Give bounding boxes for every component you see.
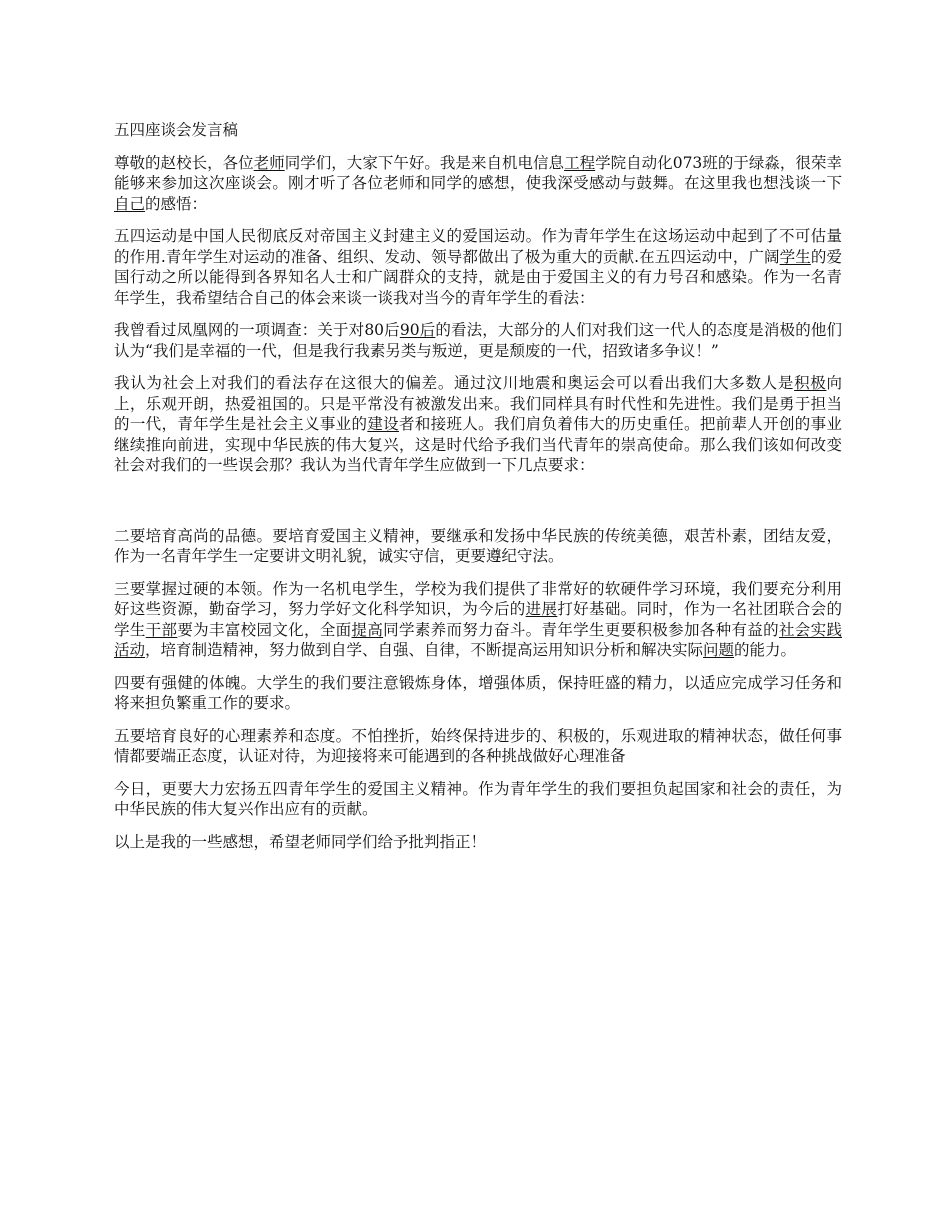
paragraph	[114, 526, 842, 567]
paragraph-text: 尊敬的赵校长，各位	[114, 153, 254, 172]
paragraph-text: 四要有强健的体魄。大学生的我们要注意锻炼身体，增强体质，保持旺盛的精力，以适应完成学习任务和将来担负繁重工作的要求。	[114, 673, 842, 712]
paragraph-text: 同学素养而努力奋斗。青年学生更要积极参加各种有益的	[383, 620, 779, 639]
paragraph	[114, 226, 842, 308]
inline-link[interactable]: 干部	[145, 620, 178, 639]
paragraph-text: 以上是我的一些感想，希望老师同学们给予批判指正！	[114, 832, 487, 851]
paragraph-text: 我曾看过凤凰网的一项调查：关于对80后	[114, 321, 400, 339]
document-body	[114, 153, 842, 853]
paragraph-text: 打好基础。同时，作为一名社团联合会的学生	[114, 600, 842, 639]
paragraph-text: 要为丰富校园文化，全面	[177, 620, 352, 639]
paragraph	[114, 373, 842, 476]
paragraph-text: 五要培育良好的心理素养和态度。不怕挫折，始终保持进步的、积极的，乐观进取的精神状态，做任何事情都要端正态度，认证对待，为迎接将来可能遇到的各种挑战做好心理准备	[114, 726, 842, 765]
paragraph-text: 今日，更要大力宏扬五四青年学生的爱国主义精神。作为青年学生的我们要担负起国家和社会的责任，为中华民族的伟大复兴作出应有的贡献。	[114, 779, 842, 818]
inline-link[interactable]: 工程	[564, 153, 596, 172]
paragraph-text: 二要培育高尚的品德。要培育爱国主义精神，要继承和发扬中华民族的传统美德，艰苦朴素，团结友爱，作为一名青年学生一定要讲文明礼貌，诚实守信，更要遵纪守法。	[114, 526, 842, 565]
paragraph-text: 我认为社会上对我们的看法存在这很大的偏差。通过汶川地震和奥运会可以看出我们大多数人是	[114, 374, 795, 392]
inline-link[interactable]: 提高	[351, 620, 384, 639]
paragraph-text: 者和接班人。我们肩负着伟大的历史重任。把前辈人开创的事业继续推向前进，实现中华民族的伟大复兴，这是时代给予我们当代青年的崇高使命。那么我们该如何改变社会对我们的一些误会那？我认为当代青年学生应做到一下几点要求：	[114, 415, 842, 474]
paragraph-text: ，培育制造精神，努力做到自学、自强、自律，不断提高运用知识分析和解决实际	[145, 641, 704, 659]
paragraph-text: 五四运动是中国人民彻底反对帝国主义封建主义的爱国运动。作为青年学生在这场运动中起到了不可估量的作用.青年学生对运动的准备、组织、发动、领导都做出了极为重大的贡献.在五四运动中，广阔	[114, 227, 842, 266]
inline-link[interactable]: 进展	[525, 600, 558, 618]
inline-link[interactable]: 自己	[114, 194, 146, 213]
document-title: 五四座谈会发言稿	[114, 121, 239, 139]
inline-link[interactable]: 老师	[253, 153, 285, 172]
paragraph-text: 向上，乐观开朗，热爱祖国的。只是平常没有被激发出来。我们同样具有时代性和先进性。我们是勇于担当的一代，青年学生是社会主义事业的	[114, 374, 842, 433]
paragraph	[114, 726, 842, 767]
inline-link[interactable]: 问题	[703, 641, 735, 659]
paragraph-text: 的看法，大部分的人们对我们这一代人的态度是消极的他们认为“我们是幸福的一代，但是我行我素另类与叛逆，更是颓废的一代，招致诸多争议！”	[114, 321, 842, 360]
inline-link[interactable]: 建设	[367, 415, 399, 433]
paragraph	[114, 320, 842, 361]
paragraph-text: 的感悟：	[145, 194, 208, 213]
inline-link[interactable]: 社会实践活动	[114, 620, 842, 659]
paragraph-text: 的爱国行动之所以能得到各界知名人士和广阔群众的支持，就是由于爱国主义的有力号召和感染。作为一名青年学生，我希望结合自己的体会来谈一谈我对当今的青年学生的看法：	[114, 247, 842, 307]
paragraph	[114, 579, 842, 661]
paragraph-text: 三要掌握过硬的本领。作为一名机电学生，学校为我们提供了非常好的软硬件学习环境，我们要充分利用好这些资源，勤奋学习，努力学好文化科学知识，为今后的	[114, 579, 842, 618]
document-page	[114, 120, 842, 864]
inline-link[interactable]: 90后	[399, 321, 436, 339]
paragraph	[114, 832, 842, 853]
paragraph	[114, 673, 842, 714]
paragraph-text: 同学们，大家下午好。我是来自机电信息	[284, 153, 565, 172]
paragraph	[114, 153, 842, 215]
inline-link[interactable]: 积极	[794, 374, 827, 392]
paragraph	[114, 779, 842, 820]
paragraph-text: 的能力。	[734, 641, 797, 659]
inline-link[interactable]: 学生	[779, 247, 811, 266]
paragraph-text: 学院自动化073班的于绿淼，很荣幸能够来参加这次座谈会。刚才听了各位老师和同学的感想，使我深受感动与鼓舞。在这里我也想浅谈一下	[114, 153, 842, 192]
